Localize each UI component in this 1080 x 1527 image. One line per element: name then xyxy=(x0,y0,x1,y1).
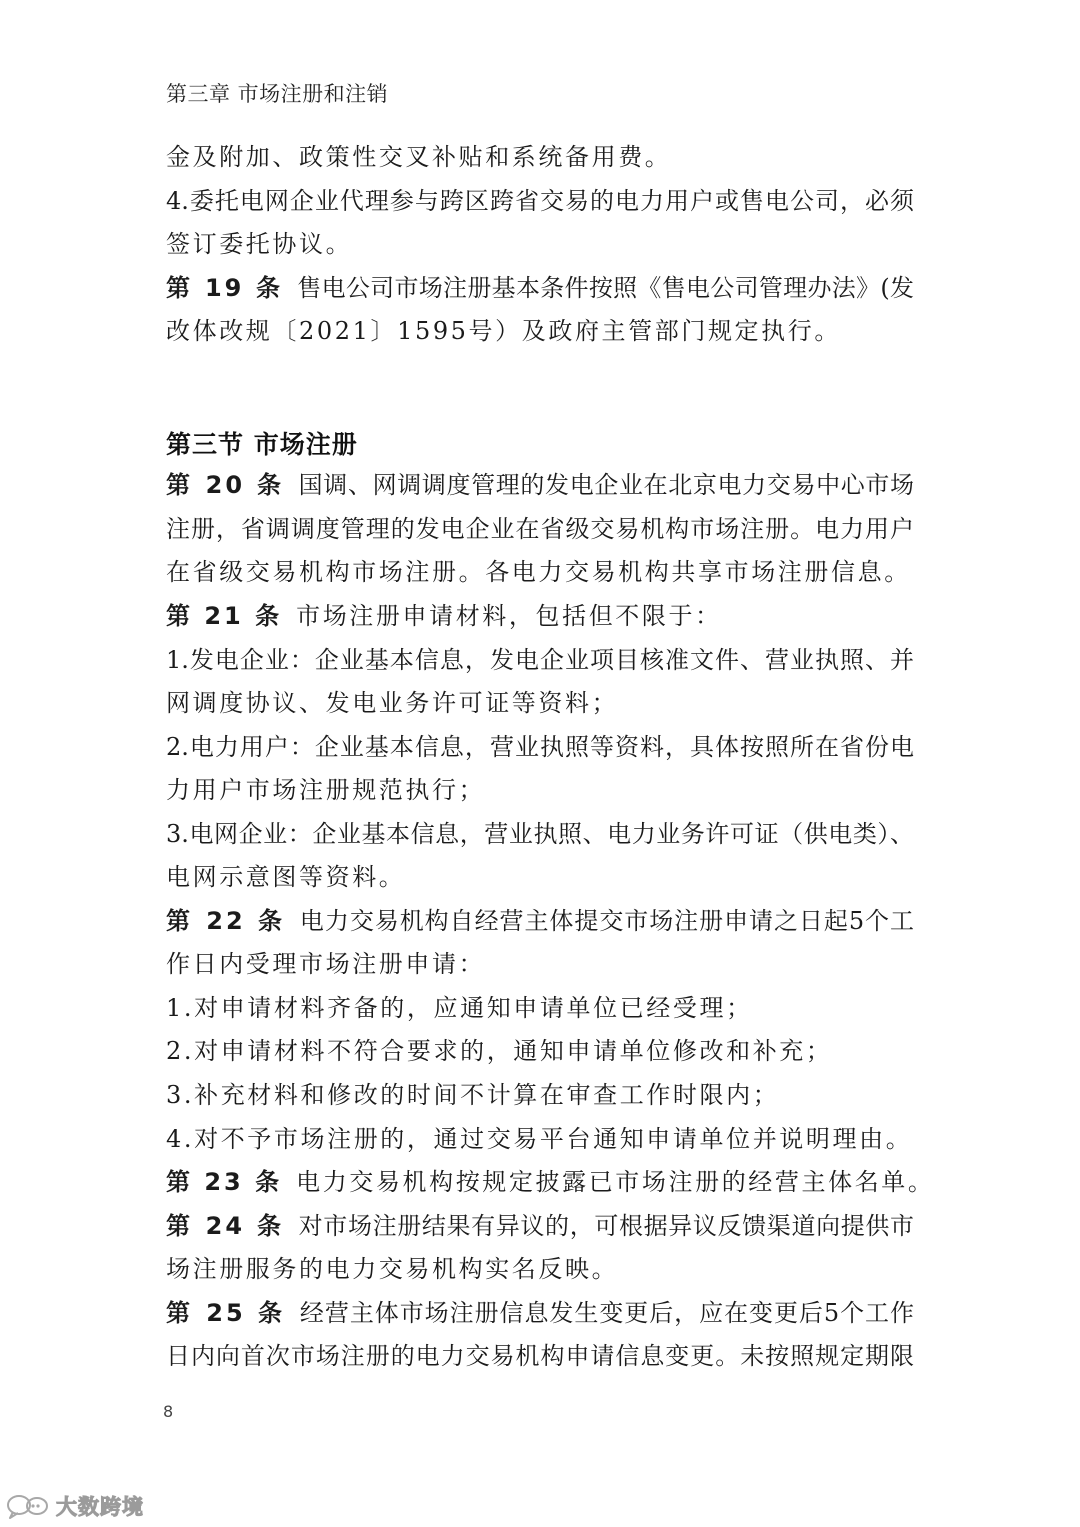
chat-bubble-logo-icon xyxy=(6,1493,50,1519)
article-text: 售电公司市场注册基本条件按照《售电公司管理办法》(发 xyxy=(297,274,914,302)
article-number: 第 20 条 xyxy=(166,471,285,499)
body-line: 改体改规〔2021〕1595号）及政府主管部门规定执行。 xyxy=(166,317,841,345)
list-item: 3.电网企业：企业基本信息，营业执照、电力业务许可证（供电类）、 xyxy=(166,820,914,848)
watermark-text: 大数跨境 xyxy=(56,1495,144,1519)
list-item: 3.补充材料和修改的时间不计算在审查工作时限内； xyxy=(166,1081,780,1109)
article-number: 第 19 条 xyxy=(166,274,284,302)
body-line: 注册，省调调度管理的发电企业在省级交易机构市场注册。电力用户 xyxy=(166,515,914,543)
article-19-line xyxy=(166,273,914,303)
body-line: 日内向首次市场注册的电力交易机构申请信息变更。未按照规定期限 xyxy=(166,1342,914,1370)
list-item-continuation: 力用户市场注册规范执行； xyxy=(166,776,486,804)
article-text: 电力交易机构自经营主体提交市场注册申请之日起5个工 xyxy=(299,907,914,935)
body-line: 在省级交易机构市场注册。各电力交易机构共享市场注册信息。 xyxy=(166,558,911,586)
article-20-line xyxy=(166,470,914,500)
body-line: 作日内受理市场注册申请： xyxy=(166,950,486,978)
list-item-continuation: 网调度协议、发电业务许可证等资料； xyxy=(166,689,619,717)
article-text: 对市场注册结果有异议的，可根据异议反馈渠道向提供市 xyxy=(298,1212,915,1240)
list-item: 4.对不予市场注册的，通过交易平台通知申请单位并说明理由。 xyxy=(166,1125,913,1153)
section-title: 第三节 市场注册 xyxy=(166,430,358,459)
article-text: 电力交易机构按规定披露已市场注册的经营主体名单。 xyxy=(296,1168,935,1196)
article-text: 市场注册申请材料，包括但不限于： xyxy=(296,602,722,630)
article-number: 第 25 条 xyxy=(166,1299,286,1327)
list-item: 2.对申请材料不符合要求的，通知申请单位修改和补充； xyxy=(166,1037,833,1065)
article-text: 国调、网调调度管理的发电企业在北京电力交易中心市场 xyxy=(298,471,915,499)
article-number: 第 24 条 xyxy=(166,1212,285,1240)
article-24-line xyxy=(166,1211,914,1241)
article-number: 第 23 条 xyxy=(166,1168,283,1196)
article-number: 第 22 条 xyxy=(166,907,286,935)
body-line: 金及附加、政策性交叉补贴和系统备用费。 xyxy=(166,143,672,171)
body-line: 场注册服务的电力交易机构实名反映。 xyxy=(166,1255,619,1283)
list-item: 1.发电企业：企业基本信息，发电企业项目核准文件、营业执照、并 xyxy=(166,646,914,674)
page-number: 8 xyxy=(163,1402,174,1421)
article-number: 第 21 条 xyxy=(166,602,283,630)
list-item-continuation: 电网示意图等资料。 xyxy=(166,863,406,891)
body-line: 4.委托电网企业代理参与跨区跨省交易的电力用户或售电公司，必须 xyxy=(166,187,914,215)
body-line: 签订委托协议。 xyxy=(166,230,353,258)
chapter-header: 第三章 市场注册和注销 xyxy=(166,82,389,106)
article-22-line xyxy=(166,906,914,936)
list-item: 1.对申请材料齐备的，应通知申请单位已经受理； xyxy=(166,994,753,1022)
article-23-line xyxy=(166,1167,935,1197)
article-25-line xyxy=(166,1298,914,1328)
watermark xyxy=(6,1492,144,1520)
list-item: 2.电力用户：企业基本信息，营业执照等资料，具体按照所在省份电 xyxy=(166,733,914,761)
article-21-line xyxy=(166,601,722,631)
article-text: 经营主体市场注册信息发生变更后，应在变更后5个工作 xyxy=(299,1299,914,1327)
